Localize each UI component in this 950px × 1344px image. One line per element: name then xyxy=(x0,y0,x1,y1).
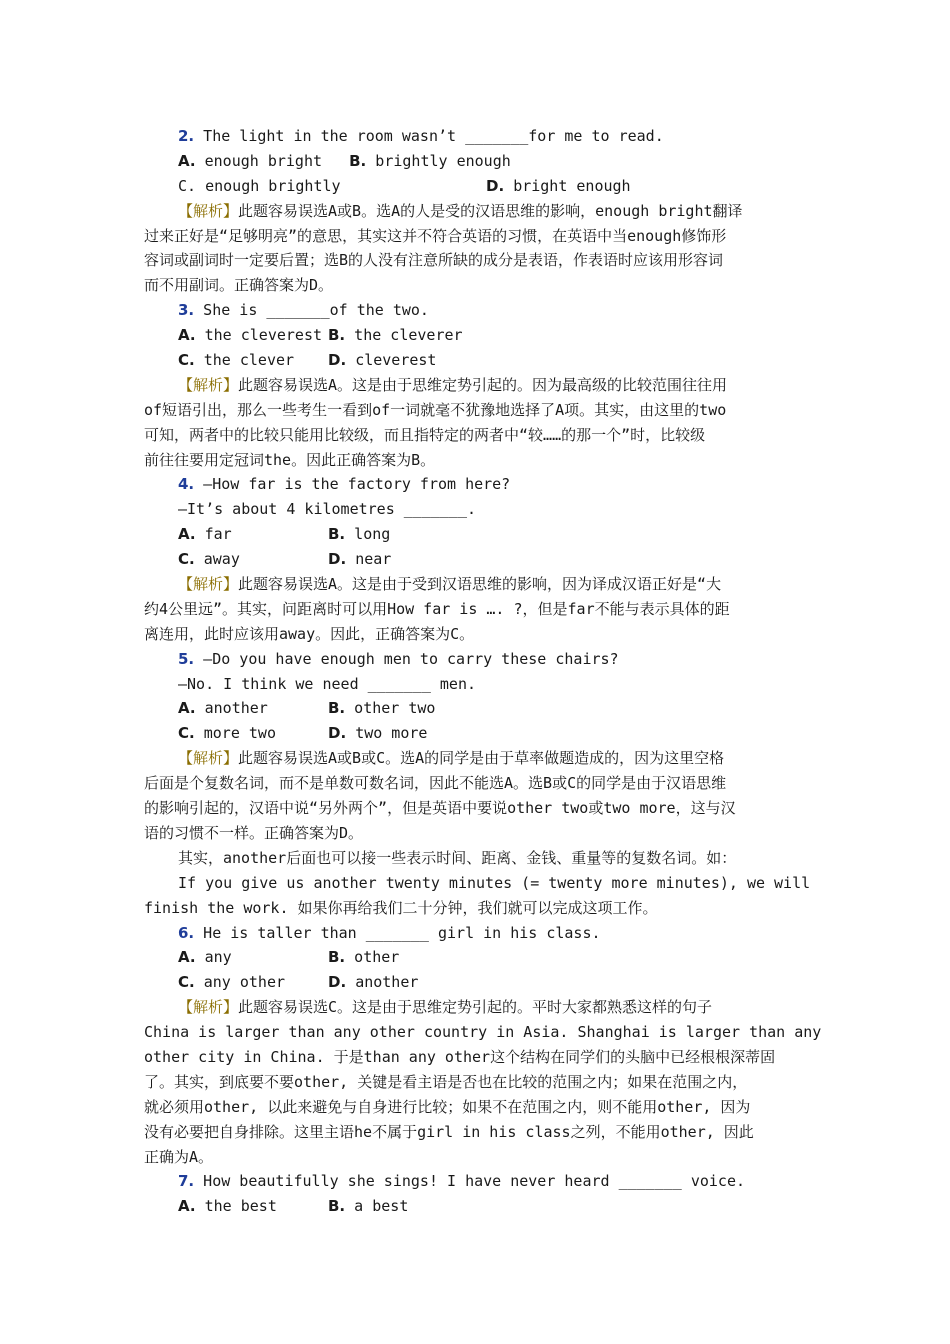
analysis-line: 可知，两者中的比较只能用比较级，而且指特定的两者中“较……的那一个”时，比较级 xyxy=(144,425,706,444)
analysis-label: 【解析】 xyxy=(178,375,239,394)
example-sentence: finish the work. 如果你再给我们二十分钟，我们就可以完成这项工作。 xyxy=(144,898,658,917)
analysis-text: 此题容易误选A。这是由于思维定势引起的。因为最高级的比较范围往往用 xyxy=(238,375,728,394)
option-b: other xyxy=(354,948,400,967)
question-number: 2. xyxy=(178,127,195,145)
question-number: 6. xyxy=(178,923,195,942)
question-3-options-ab xyxy=(144,323,808,348)
question-3-stem xyxy=(144,298,808,323)
option-b: other two xyxy=(354,699,436,718)
option-d-label: D. xyxy=(328,550,347,569)
document-page xyxy=(144,124,822,1219)
option-b: brightly enough xyxy=(375,151,511,170)
question-5-stem-2: —No. I think we need _______ men. xyxy=(178,674,477,693)
option-a-label: A. xyxy=(178,1197,196,1216)
analysis-line: 过来正好是“足够明亮”的意思，其实这并不符合英语的习惯，在英语中当enough修饰形 xyxy=(144,226,727,245)
option-c-label: C. xyxy=(178,176,197,195)
option-a: enough bright xyxy=(204,151,323,170)
analysis-label: 【解析】 xyxy=(178,998,239,1017)
option-b: a best xyxy=(354,1197,409,1216)
question-2-options-cd xyxy=(144,174,808,199)
option-c-label: C. xyxy=(178,973,195,992)
question-6-options-ab xyxy=(144,945,808,970)
option-d-label: D. xyxy=(328,973,347,992)
question-5-options-ab xyxy=(144,696,808,721)
analysis-line: 了。其实，到底要不要other, 关键是看主语是否也在比较的范围之内；如果在范围之内， xyxy=(144,1072,748,1091)
analysis-label: 【解析】 xyxy=(178,749,239,768)
question-7-stem xyxy=(144,1169,808,1194)
option-d: bright enough xyxy=(513,176,631,195)
option-a: the cleverest xyxy=(204,326,323,345)
analysis-text: 此题容易误选A或B。选A的人是受的汉语思维的影响，enough bright翻译 xyxy=(238,201,743,220)
question-4-stem xyxy=(144,472,808,497)
option-b-label: B. xyxy=(328,1197,346,1216)
question-3-options-cd xyxy=(144,348,808,373)
option-a: any xyxy=(204,948,232,967)
option-d: another xyxy=(355,973,419,992)
option-b-label: B. xyxy=(328,699,346,718)
option-a: far xyxy=(204,525,232,544)
option-c: enough brightly xyxy=(205,176,341,195)
option-a: another xyxy=(204,699,268,718)
option-d-label: D. xyxy=(486,176,505,195)
analysis-line xyxy=(144,199,808,224)
option-c-label: C. xyxy=(178,550,195,569)
analysis-label: 【解析】 xyxy=(178,575,239,594)
question-2-options-ab xyxy=(144,149,808,174)
example-sentence: If you give us another twenty minutes (= twenty more minutes), we will xyxy=(178,873,811,892)
analysis-label: 【解析】 xyxy=(178,201,239,220)
option-a-label: A. xyxy=(178,525,196,544)
analysis-line: 语的习惯不一样。正确答案为D。 xyxy=(144,823,364,842)
analysis-line: 前往往要用定冠词the。因此正确答案为B。 xyxy=(144,450,436,469)
option-b-label: B. xyxy=(328,326,346,345)
option-b-label: B. xyxy=(349,151,367,170)
question-7-options-ab xyxy=(144,1194,808,1219)
question-number: 4. xyxy=(178,475,195,494)
option-d-label: D. xyxy=(328,351,347,370)
analysis-line: 离连用，此时应该用away。因此，正确答案为C。 xyxy=(144,624,475,643)
option-d-label: D. xyxy=(328,724,347,743)
question-5-options-cd xyxy=(144,721,808,746)
option-c: the clever xyxy=(203,351,295,370)
option-c: more two xyxy=(203,724,276,743)
analysis-line xyxy=(144,995,808,1020)
analysis-line: 正确为A。 xyxy=(144,1147,214,1166)
question-2-stem xyxy=(144,124,808,149)
analysis-text: 此题容易误选C。这是由于思维定势引起的。平时大家都熟悉这样的句子 xyxy=(238,998,713,1017)
analysis-line xyxy=(144,373,808,398)
option-b-label: B. xyxy=(328,525,346,544)
option-c-label: C. xyxy=(178,351,195,370)
question-text: She is _______of the two. xyxy=(203,301,429,320)
question-text: How beautifully she sings! I have never heard _______ voice. xyxy=(203,1172,746,1191)
option-c: any other xyxy=(203,973,286,992)
question-5-stem xyxy=(144,647,808,672)
analysis-line: 就必须用other, 以此来避免与自身进行比较；如果不在范围之内，则不能用other, 因为 xyxy=(144,1097,751,1116)
option-a: the best xyxy=(204,1197,277,1216)
question-text: —Do you have enough men to carry these chairs? xyxy=(203,649,619,668)
option-d: cleverest xyxy=(355,351,437,370)
option-b: the cleverer xyxy=(354,326,463,345)
analysis-line: other city in China. 于是than any other这个结构在同学们的头脑中已经根根深蒂固 xyxy=(144,1047,776,1066)
analysis-line xyxy=(144,746,808,771)
analysis-line: China is larger than any other country in Asia. Shanghai is larger than any xyxy=(144,1023,822,1042)
question-4-options-cd xyxy=(144,547,808,572)
question-number: 3. xyxy=(178,301,195,320)
question-6-stem xyxy=(144,921,808,946)
option-d: two more xyxy=(355,724,428,743)
analysis-line: of短语引出，那么一些考生一看到of一词就毫不犹豫地选择了A项。其实，由这里的two xyxy=(144,400,727,419)
question-text: He is taller than _______ girl in his class. xyxy=(203,923,601,942)
analysis-line: 没有必要把自身排除。这里主语he不属于girl in his class之列，不能用other, 因此 xyxy=(144,1122,754,1141)
analysis-text: 此题容易误选A或B或C。选A的同学是由于草率做题造成的，因为这里空格 xyxy=(238,749,725,768)
option-d: near xyxy=(355,550,392,569)
option-b-label: B. xyxy=(328,948,346,967)
question-6-options-cd xyxy=(144,970,808,995)
analysis-line xyxy=(144,572,808,597)
option-c: away xyxy=(203,550,240,569)
analysis-line: 而不用副词。正确答案为D。 xyxy=(144,276,334,295)
analysis-line: 的影响引起的，汉语中说“另外两个”，但是英语中要说other two或two more，这与汉 xyxy=(144,799,736,818)
option-a-label: A. xyxy=(178,326,196,345)
option-c-label: C. xyxy=(178,724,195,743)
analysis-line: 容词或副词时一定要后置；选B的人没有注意所缺的成分是表语，作表语时应该用形容词 xyxy=(144,251,724,270)
question-text: The light in the room wasn’t _______for me to read. xyxy=(203,127,664,145)
question-text: —How far is the factory from here? xyxy=(203,475,511,494)
analysis-line: 约4公里远”。其实，问距离时可以用How far is …. ?，但是far不能与表示具体的距 xyxy=(144,599,730,618)
option-b: long xyxy=(354,525,391,544)
note-line: 其实，another后面也可以接一些表示时间、距离、金钱、重量等的复数名词。如： xyxy=(178,848,737,867)
question-number: 7. xyxy=(178,1172,195,1191)
option-a-label: A. xyxy=(178,151,196,170)
question-number: 5. xyxy=(178,649,195,668)
option-a-label: A. xyxy=(178,948,196,967)
option-a-label: A. xyxy=(178,699,196,718)
question-4-options-ab xyxy=(144,522,808,547)
analysis-line: 后面是个复数名词，而不是单数可数名词，因此不能选A。选B或C的同学是由于汉语思维 xyxy=(144,774,727,793)
analysis-text: 此题容易误选A。这是由于受到汉语思维的影响，因为译成汉语正好是“大 xyxy=(238,575,722,594)
question-4-stem-2: —It’s about 4 kilometres _______. xyxy=(178,500,477,519)
